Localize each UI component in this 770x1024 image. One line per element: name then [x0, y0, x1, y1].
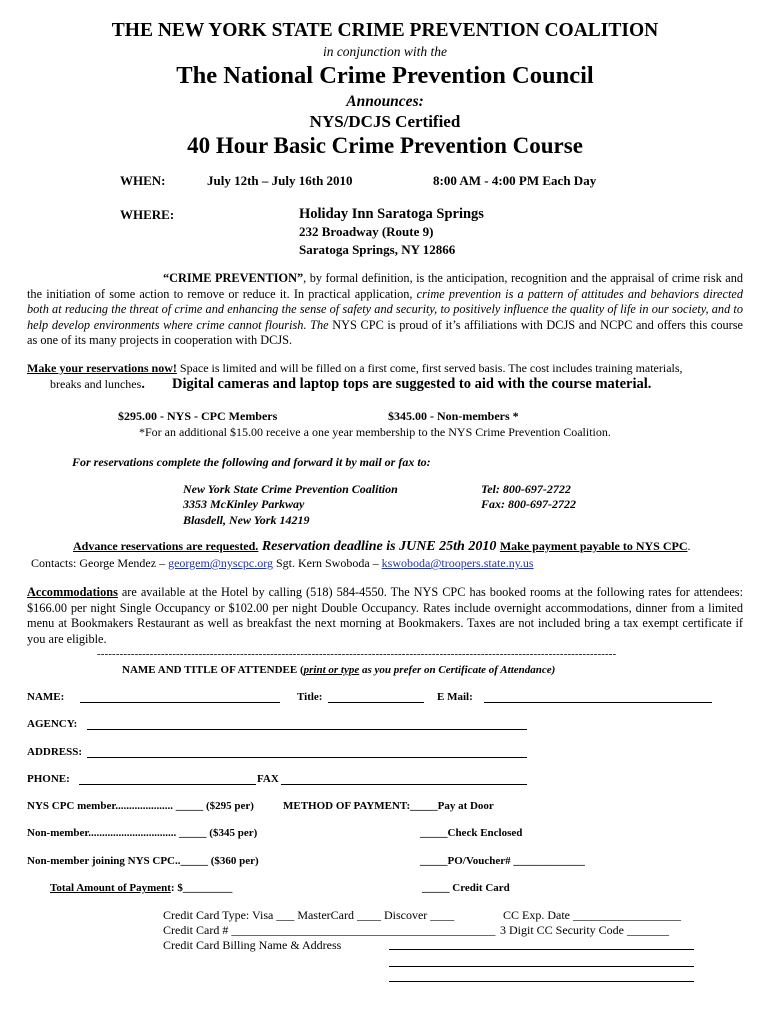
certified-text: NYS/DCJS Certified	[309, 112, 461, 131]
price-nonmembers: $345.00 - Non-members *	[388, 409, 519, 423]
payable-text: Make payment payable to NYS CPC	[499, 539, 688, 553]
title-label: Title:	[297, 691, 323, 703]
definition-italic: crime prevention is a pattern of attitudes and behaviors directed both at reducing the threat of crime and enhancing the sense of safety and security, to positively influence the quality of life in our society, and to help develop environments where crime cannot flourish. The	[27, 286, 743, 332]
contacts-label: Contacts: George Mendez –	[31, 556, 169, 570]
total-amount[interactable]	[50, 882, 232, 894]
accommodations-paragraph	[27, 585, 743, 647]
cameras-note: Digital cameras and laptop tops are suggested to aid with the course material.	[172, 376, 652, 392]
name-label: NAME:	[27, 691, 65, 703]
phone-field[interactable]	[79, 784, 256, 785]
email-label: E Mail:	[437, 691, 473, 703]
where-venue: Holiday Inn Saratoga Springs	[299, 206, 484, 222]
billing-field-line-3[interactable]	[389, 981, 694, 982]
council-title: The National Crime Prevention Council	[176, 62, 594, 89]
org-title: THE NEW YORK STATE CRIME PREVENTION COALITION	[111, 20, 659, 41]
pay-at-door-option[interactable]: METHOD OF PAYMENT:_____Pay at Door	[283, 800, 494, 812]
membership-note: *For an additional $15.00 receive a one year membership to the NYS Crime Prevention Coalition.	[139, 425, 611, 439]
cc-exp-date[interactable]: CC Exp. Date __________________	[503, 908, 681, 922]
announces-text: Announces:	[346, 93, 424, 110]
reservations-dot: .	[141, 377, 145, 392]
agency-label: AGENCY:	[27, 718, 78, 730]
address-label: ADDRESS:	[27, 746, 83, 758]
conjunction-text: in conjunction with the	[322, 44, 448, 59]
mail-city: Blasdell, New York 14219	[183, 513, 310, 527]
mail-street: 3353 McKinley Parkway	[183, 497, 305, 511]
fax-label: FAX	[257, 773, 279, 785]
form-title-rest: as you prefer on Certificate of Attendance)	[359, 664, 556, 676]
reservations-line	[27, 361, 683, 376]
total-field: : $_________	[170, 882, 233, 894]
reservations-heading: Make your reservations now!	[27, 361, 177, 375]
email-link-mendez[interactable]: georgem@nyscpc.org	[168, 556, 273, 570]
email-field[interactable]	[484, 702, 712, 703]
mail-instruction: For reservations complete the following and forward it by mail or fax to:	[72, 455, 431, 469]
price-members: $295.00 - NYS - CPC Members	[118, 409, 278, 423]
mail-tel: Tel: 800-697-2722	[481, 482, 571, 496]
reservations-text: Space is limited and will be filled on a first come, first served basis. The cost includes training materials,	[176, 361, 683, 375]
form-divider: ------------------------------------------------------------------------------------------------------------------------------------------	[97, 648, 617, 660]
form-title-label: NAME AND TITLE OF ATTENDEE (	[122, 664, 304, 676]
deadline-line	[73, 539, 691, 555]
accommodations-heading: Accommodations	[27, 585, 118, 599]
total-label: Total Amount of Payment	[50, 882, 171, 894]
agency-field[interactable]	[87, 729, 527, 730]
billing-field-line-1[interactable]	[389, 949, 694, 950]
form-title	[122, 664, 555, 676]
when-label: WHEN:	[120, 173, 166, 188]
cc-type[interactable]: Credit Card Type: Visa ___ MasterCard ____ Discover ____	[163, 908, 455, 922]
form-title-print: print or type	[303, 664, 360, 676]
where-city: Saratoga Springs, NY 12866	[299, 242, 456, 257]
definition-term: “CRIME PREVENTION”	[163, 271, 304, 285]
name-field[interactable]	[80, 702, 280, 703]
billing-field-line-2[interactable]	[389, 966, 694, 967]
when-time: 8:00 AM - 4:00 PM Each Day	[433, 173, 597, 188]
contacts-line	[31, 556, 534, 571]
credit-card-option[interactable]: _____ Credit Card	[422, 882, 510, 894]
po-voucher-option[interactable]: _____PO/Voucher# _____________	[420, 855, 585, 867]
nonmember-option[interactable]: Non-member................................ _____ ($345 per)	[27, 827, 258, 839]
mail-fax: Fax: 800-697-2722	[481, 497, 576, 511]
payable-period: .	[687, 539, 691, 553]
cc-number[interactable]: Credit Card # ____________________________________________	[163, 923, 496, 937]
reservations-text-2: breaks and lunches	[50, 377, 142, 391]
definition-text-2: NYS CPC is proud of it’s affiliations with DCJS and NCPC and offers this course as one of its many projects in cooperation with DCJS.	[27, 317, 743, 347]
email-link-swoboda[interactable]: kswoboda@troopers.state.ny.us	[381, 556, 534, 570]
check-option[interactable]: _____Check Enclosed	[420, 827, 523, 839]
definition-text-1: , by formal definition, is the anticipation, recognition and the appraisal of crime risk and the initiation of some action to remove or reduce it. In practical application,	[27, 271, 743, 301]
accommodations-text: are available at the Hotel by calling (518) 584-4550. The NYS CPC has booked rooms at the following rates for attendees: $166.00 per night Single Occupancy or $102.00 per night Double Occupancy. Rates include overnight accommodations, dinner from a limited menu at Bookmakers Restaurant as well as breakfast the next morning at Bookmakers. Taxes are not included bring a tax exempt certificate if you are eligible.	[27, 585, 743, 646]
address-field[interactable]	[87, 757, 527, 758]
member-option[interactable]: NYS CPC member..................... _____ ($295 per)	[27, 800, 254, 812]
contacts-sgt: Sgt. Kern Swoboda –	[273, 556, 382, 570]
cc-billing-label: Credit Card Billing Name & Address	[163, 938, 342, 952]
when-dates: July 12th – July 16th 2010	[207, 173, 353, 188]
advance-text: Advance reservations are requested.	[73, 539, 259, 553]
where-street: 232 Broadway (Route 9)	[299, 224, 434, 239]
phone-label: PHONE:	[27, 773, 70, 785]
title-field[interactable]	[328, 702, 424, 703]
where-label: WHERE:	[120, 207, 175, 222]
joining-option[interactable]: Non-member joining NYS CPC.._____ ($360 per)	[27, 855, 259, 867]
reservations-line-2	[50, 377, 145, 393]
mail-org: New York State Crime Prevention Coalition	[183, 482, 398, 496]
course-title: 40 Hour Basic Crime Prevention Course	[187, 133, 583, 158]
cc-security-code[interactable]: 3 Digit CC Security Code _______	[500, 923, 669, 937]
definition-paragraph	[27, 271, 743, 349]
fax-field[interactable]	[281, 784, 527, 785]
deadline-text: Reservation deadline is JUNE 25th 2010	[258, 539, 500, 554]
